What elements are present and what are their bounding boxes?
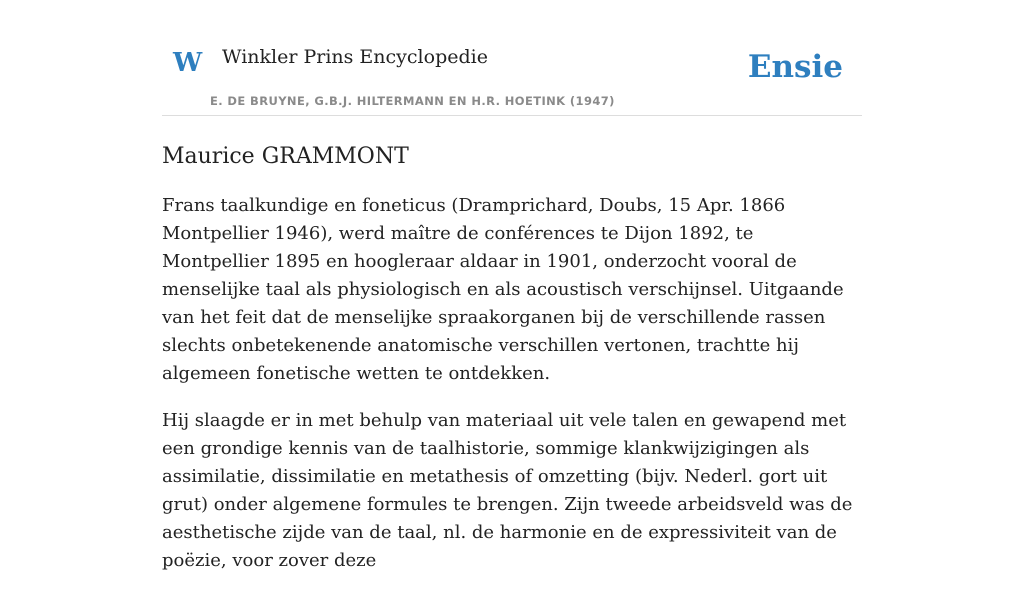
publication-header — [162, 0, 862, 116]
winkler-prins-logo[interactable]: W — [173, 48, 203, 78]
ensie-brand-logo[interactable]: Ensie — [747, 49, 843, 85]
entry-paragraph: Frans taalkundige en foneticus (Dramprichard, Doubs, 15 Apr. 1866 Montpellier 1946), werd maître de conférences te Dijon 1892, te Montpellier 1895 en hoogleraar aldaar in 1901, onderzocht vooral de menselijke taal als physiologisch en als acoustisch verschijnsel. Uitgaande van het feit dat de menselijke spraakorganen bij de verschillende rassen slechts onbetekenende anatomische verschillen vertonen, trachtte hij algemeen fonetische wetten te ontdekken. — [162, 195, 844, 384]
entry-paragraph: Hij slaagde er in met behulp van materiaal uit vele talen en gewapend met een grondige kennis van de taalhistorie, sommige klankwijzigingen als assimilatie, dissimilatie en metathesis of omzetting (bijv. Nederl. gort uit grut) onder algemene formules te brengen. Zijn tweede arbeidsveld was de aesthetische zijde van de taal, nl. de harmonie en de expressiviteit van de poëzie, voor zover deze — [162, 410, 853, 571]
publication-authors: E. DE BRUYNE, G.B.J. HILTERMANN EN H.R. HOETINK (1947) — [210, 94, 615, 108]
article-page — [162, 0, 862, 594]
entry-body — [162, 192, 862, 575]
publication-title[interactable]: Winkler Prins Encyclopedie — [222, 46, 488, 68]
entry-title: Maurice GRAMMONT — [162, 144, 409, 169]
